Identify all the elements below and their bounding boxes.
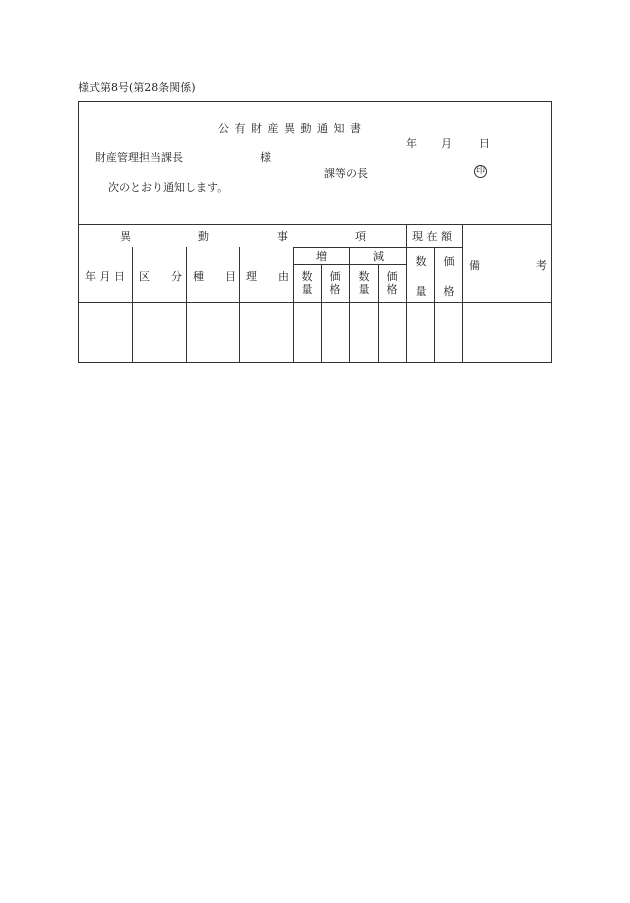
increase-price-char-1: 価 — [329, 270, 341, 283]
data-cell-current-quantity[interactable] — [407, 303, 434, 362]
col-header-type-2: 目 — [225, 270, 236, 283]
decrease-quantity-char-2: 量 — [358, 283, 370, 296]
data-cell-type[interactable] — [187, 303, 239, 362]
current-quantity-char-1: 数 — [415, 255, 427, 268]
data-cell-decrease-quantity[interactable] — [350, 303, 378, 362]
header-divider-2 — [293, 264, 407, 265]
col-header-reason-1: 理 — [246, 270, 257, 283]
remarks-header-1: 備 — [469, 259, 480, 272]
group-header-char-1: 異 — [120, 230, 131, 243]
col-header-type-1: 種 — [193, 270, 204, 283]
data-cell-increase-price[interactable] — [322, 303, 349, 362]
increase-header: 増 — [316, 250, 327, 263]
date-month-label: 月 — [441, 137, 452, 150]
decrease-price-char-2: 格 — [386, 283, 398, 296]
addressee: 財産管理担当課長 — [95, 151, 183, 164]
data-cell-reason[interactable] — [240, 303, 293, 362]
current-price-char-1: 価 — [443, 255, 455, 268]
data-cell-decrease-price[interactable] — [379, 303, 406, 362]
date-day-label: 日 — [479, 137, 490, 150]
sender-title: 課等の長 — [324, 167, 368, 180]
decrease-header: 減 — [373, 250, 384, 263]
current-quantity-char-2: 量 — [415, 285, 427, 298]
group-header-char-3: 事 — [277, 230, 288, 243]
increase-price-char-2: 格 — [329, 283, 341, 296]
seal-mark: 印 — [475, 166, 485, 176]
remarks-header-2: 考 — [536, 259, 547, 272]
increase-quantity-char-2: 量 — [301, 283, 313, 296]
current-price-char-2: 格 — [443, 285, 455, 298]
form-label: 様式第8号(第28条関係) — [78, 81, 196, 94]
decrease-price-char-1: 価 — [386, 270, 398, 283]
form-title: 公 有 財 産 異 動 通 知 書 — [218, 122, 362, 135]
current-amount-header: 現 在 額 — [412, 230, 452, 243]
decrease-quantity-char-1: 数 — [358, 270, 370, 283]
col-header-category-2: 分 — [171, 270, 182, 283]
increase-quantity-char-1: 数 — [301, 270, 313, 283]
data-cell-date[interactable] — [79, 303, 132, 362]
date-year-label: 年 — [406, 137, 417, 150]
honorific: 様 — [260, 151, 271, 164]
table-top-border — [78, 224, 552, 225]
data-cell-category[interactable] — [133, 303, 186, 362]
group-header-char-2: 動 — [198, 230, 209, 243]
data-cell-increase-quantity[interactable] — [294, 303, 321, 362]
body-text: 次のとおり通知します。 — [108, 181, 229, 194]
col-header-date: 年 月 日 — [85, 270, 125, 283]
data-cell-remarks[interactable] — [463, 303, 551, 362]
group-header-char-4: 項 — [355, 230, 366, 243]
header-divider-1 — [293, 247, 463, 248]
data-cell-current-price[interactable] — [435, 303, 462, 362]
col-header-category-1: 区 — [139, 270, 150, 283]
col-header-reason-2: 由 — [278, 270, 289, 283]
